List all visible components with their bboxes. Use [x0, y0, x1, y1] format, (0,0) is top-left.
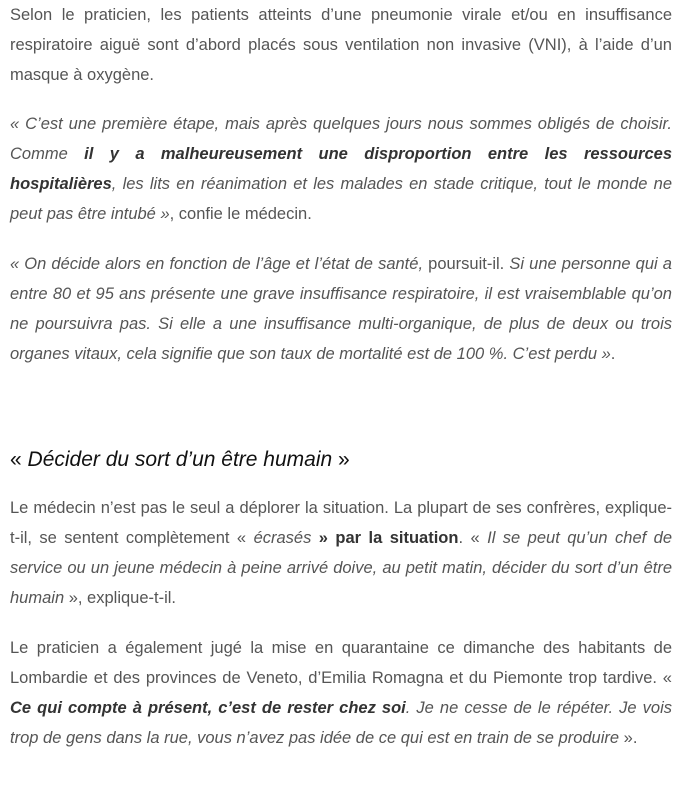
bold-quote-text: Ce qui compte à présent, c’est de rester chez soi [10, 699, 406, 717]
paragraph-text: Selon le praticien, les patients atteints d’une pneumonie virale et/ou en insuffisance respiratoire aiguë sont d’abord placés sous ventilation non invasive (VNI), à l’aide d’un masque à oxygène. [10, 6, 672, 84]
attribution-text: , confie le médecin. [169, 205, 312, 223]
paragraph-quarantine [10, 633, 672, 753]
heading-quote-mark: « [10, 448, 22, 471]
quote-text: Il se peut qu’un chef de service ou un jeune médecin à peine arrivé doive, au petit matin, décider du sort d’un être humain [10, 529, 673, 607]
heading-text: Décider du sort d’un être humain [21, 448, 339, 471]
paragraph-text: Le médecin n’est pas le seul a déplorer la situation. La plupart de ses confrères, explique-t-il, se sentent complètement « [10, 499, 672, 547]
paragraph-text: Le praticien a également jugé la mise en quarantaine ce dimanche des habitants de Lombardie et des provinces de Veneto, d’Emilia Romagna et du Piemonte trop tardive. « [10, 639, 672, 687]
section-heading [10, 443, 350, 477]
paragraph-colleagues [10, 493, 672, 613]
bold-quote-text: il y a malheureusement une disproportion entre les ressources hospitalières [10, 145, 673, 193]
quote-text: « On décide alors en fonction de l’âge et l’état de santé, [10, 255, 424, 273]
heading-quote-mark: » [338, 448, 350, 471]
punctuation: . [610, 345, 616, 363]
quote-text: . Je ne cesse de le répéter. Je vois trop de gens dans la rue, vous n’avez pas idée de ce qui est en train de se produire [10, 699, 673, 747]
quote-text: , les lits en réanimation et les malades en stade critique, tout le monde ne peut pas être intubé » [10, 175, 672, 223]
quote-text: « C’est une première étape, mais après quelques jours nous sommes obligés de choisir. Comme [10, 115, 672, 163]
bold-text: » par la situation [311, 529, 459, 547]
quote-text: Si une personne qui a entre 80 et 95 ans présente une grave insuffisance respiratoire, il est vraisemblable qu’on ne poursuivra pas. Si elle a une insuffisance multi-organique, de plus de deux ou trois organes vitaux, cela signifie que son taux de mortalité est de 100 %. C’est perdu » [10, 255, 672, 363]
paragraph-age-quote [10, 249, 672, 369]
emphasis-word: écrasés [253, 529, 312, 547]
punctuation: ». [619, 729, 638, 747]
attribution-text: », explique-t-il. [64, 589, 177, 607]
punctuation: . « [458, 529, 488, 547]
paragraph-intubation-quote [10, 109, 672, 229]
paragraph-ventilation [10, 0, 672, 90]
attribution-text: poursuit-il. [423, 255, 510, 273]
